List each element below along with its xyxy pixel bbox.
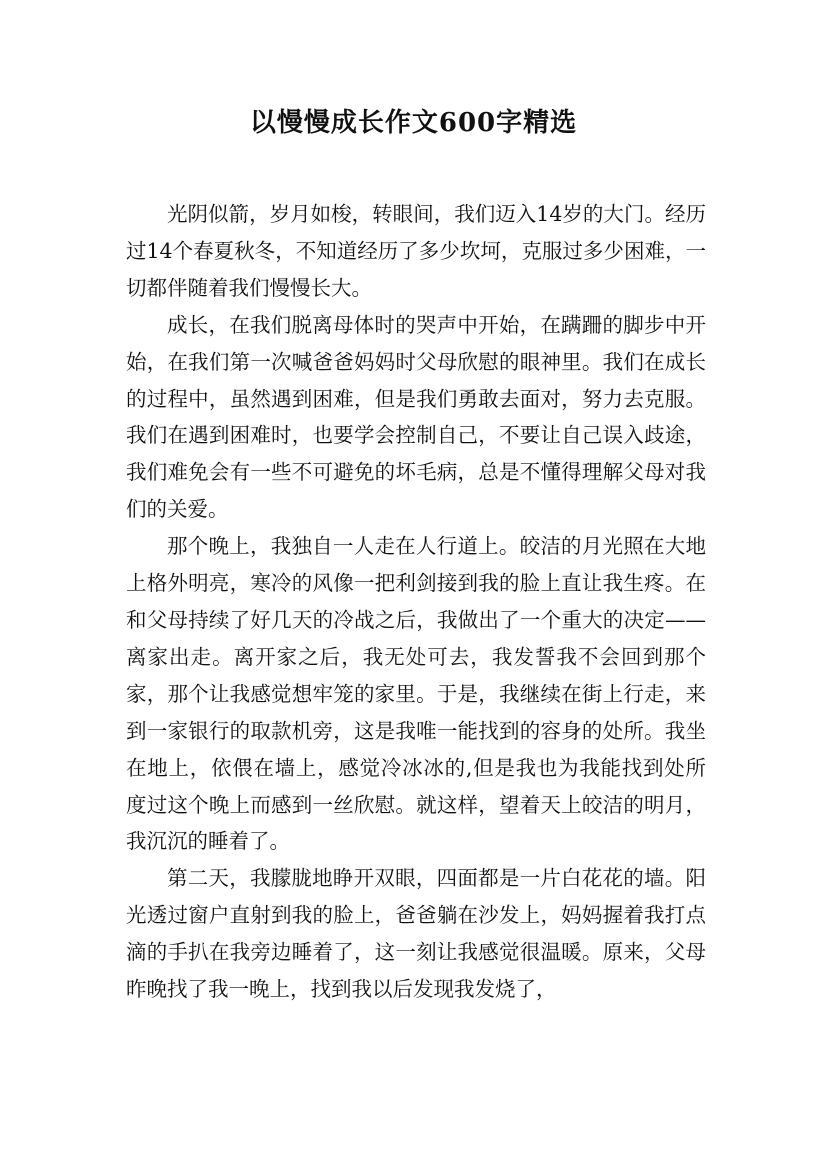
article-body — [126, 196, 706, 1008]
paragraph-4: 第二天，我朦胧地睁开双眼，四面都是一片白花花的墙。阳光透过窗户直射到我的脸上，爸爸躺在沙发上，妈妈握着我打点滴的手扒在我旁边睡着了，这一刻让我感觉很温暖。原来，父母昨晚找了我一晚上，找到我以后发现我发烧了， — [126, 866, 706, 1002]
paragraph-3: 那个晚上，我独自一人走在人行道上。皎洁的月光照在大地上格外明亮，寒冷的风像一把利剑接到我的脸上直让我生疼。在和父母持续了好几天的冷战之后，我做出了一个重大的决定——离家出走。离开家之后，我无处可去，我发誓我不会回到那个家，那个让我感觉想牢笼的家里。于是，我继续在街上行走，来到一家银行的取款机旁，这是我唯一能找到的容身的处所。我坐在地上，依偎在墙上，感觉冷冰冰的,但是我也为我能找到处所度过这个晚上而感到一丝欣慰。就这样，望着天上皎洁的明月，我沉沉的睡着了。 — [126, 534, 706, 854]
paragraph-1: 光阴似箭，岁月如梭，转眼间，我们迈入14岁的大门。经历过14个春夏秋冬，不知道经历了多少坎坷，克服过多少困难，一切都伴随着我们慢慢长大。 — [126, 202, 706, 300]
page-title: 以慢慢成长作文600字精选 — [249, 108, 578, 138]
paragraph-2: 成长，在我们脱离母体时的哭声中开始，在蹒跚的脚步中开始，在我们第一次喊爸爸妈妈时父母欣慰的眼神里。我们在成长的过程中，虽然遇到困难，但是我们勇敢去面对，努力去克服。我们在遇到困难时，也要学会控制自己，不要让自己误入歧途，我们难免会有一些不可避免的坏毛病，总是不懂得理解父母对我们的关爱。 — [126, 312, 706, 522]
